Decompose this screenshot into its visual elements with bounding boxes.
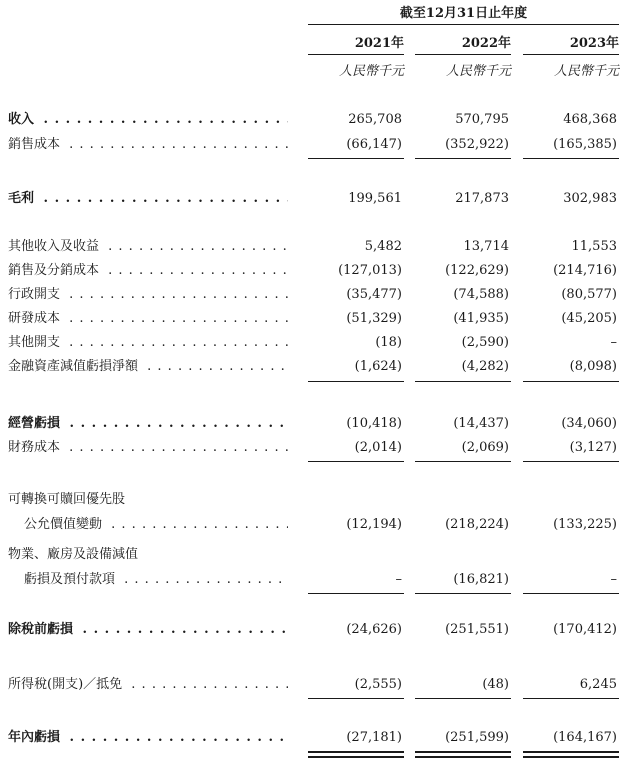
row-operating-loss	[0, 413, 625, 435]
value-2023: (133,225)	[553, 517, 617, 532]
value-2021: (27,181)	[346, 730, 402, 745]
value-2023: (3,127)	[569, 440, 617, 455]
row-gross-profit	[0, 188, 625, 210]
value-2022: (122,629)	[445, 263, 509, 278]
subtotal-rule	[523, 593, 619, 594]
value-2023: (214,716)	[553, 263, 617, 278]
value-2022: (2,590)	[461, 335, 509, 350]
total-double-rule	[308, 751, 404, 753]
currency-label-2022: 人民幣千元	[445, 64, 511, 79]
value-2022: (16,821)	[453, 572, 509, 587]
value-2021: (12,194)	[346, 517, 402, 532]
value-2021: 199,561	[348, 191, 402, 206]
subtotal-rule	[308, 461, 404, 462]
value-2022: (4,282)	[461, 359, 509, 374]
period-header: 截至12月31日止年度	[308, 4, 619, 25]
value-2021: (1,624)	[354, 359, 402, 374]
row-rd-costs	[0, 308, 625, 330]
total-double-rule	[523, 756, 619, 758]
value-2021: (35,477)	[346, 287, 402, 302]
year-header-2022: 2022年	[415, 34, 511, 55]
value-2021: (51,329)	[346, 311, 402, 326]
row-label: 所得稅(開支)／抵免 . . .	[8, 674, 288, 696]
value-2023: (164,167)	[553, 730, 617, 745]
value-2021: 265,708	[348, 112, 402, 127]
currency-label-2023: 人民幣千元	[553, 64, 619, 79]
row-finance-costs	[0, 437, 625, 459]
row-label: 行政開支 . . .	[8, 284, 288, 306]
row-loss-for-year	[0, 727, 625, 749]
subtotal-rule	[308, 381, 404, 382]
value-2022: (251,551)	[445, 622, 509, 637]
row-label: 虧損及預付款項 . . .	[24, 569, 288, 591]
value-2021: (24,626)	[346, 622, 402, 637]
row-admin-expenses	[0, 284, 625, 306]
row-ppe-label	[0, 544, 625, 566]
row-label: 其他開支 . . .	[8, 332, 288, 354]
row-label: 收入 . . .	[8, 109, 288, 131]
value-2021: (2,555)	[354, 677, 402, 692]
row-other-income	[0, 236, 625, 258]
subtotal-rule	[523, 461, 619, 462]
row-label: 銷售成本 . . .	[8, 134, 288, 156]
year-header-2023: 2023年	[523, 34, 619, 55]
value-2023: 11,553	[571, 239, 617, 254]
total-double-rule	[415, 751, 511, 753]
subtotal-rule	[415, 381, 511, 382]
currency-label-2021: 人民幣千元	[338, 64, 404, 79]
row-revenue	[0, 109, 625, 131]
row-other-expenses	[0, 332, 625, 354]
value-2022: (48)	[482, 677, 509, 692]
row-impairment-financial	[0, 356, 625, 378]
value-2023: (45,205)	[561, 311, 617, 326]
value-2023: (165,385)	[553, 137, 617, 152]
value-2023: –	[610, 572, 617, 587]
value-2023: 468,368	[563, 112, 617, 127]
row-label: 財務成本 . . .	[8, 437, 288, 459]
value-2021: (2,014)	[354, 440, 402, 455]
value-2022: (352,922)	[445, 137, 509, 152]
row-selling-costs	[0, 260, 625, 282]
row-ppe-impairment	[0, 569, 625, 591]
row-cost-of-sales	[0, 134, 625, 156]
row-label: 公允價值變動 . . .	[24, 514, 288, 536]
value-2022: (41,935)	[453, 311, 509, 326]
value-2023: 6,245	[579, 677, 617, 692]
subtotal-rule	[523, 698, 619, 699]
row-label: 可轉換可贖回優先股	[8, 489, 288, 511]
row-label: 毛利 . . .	[8, 188, 288, 210]
subtotal-rule	[415, 158, 511, 159]
row-label: 其他收入及收益 . . .	[8, 236, 288, 258]
row-label: 物業、廠房及設備減值	[8, 544, 288, 566]
subtotal-rule	[308, 698, 404, 699]
row-label: 年內虧損 . . .	[8, 727, 288, 749]
subtotal-rule	[415, 593, 511, 594]
value-2023: –	[610, 335, 617, 350]
value-2023: (170,412)	[553, 622, 617, 637]
value-2022: (14,437)	[453, 416, 509, 431]
total-double-rule	[523, 751, 619, 753]
subtotal-rule	[415, 461, 511, 462]
row-loss-before-tax	[0, 619, 625, 641]
value-2023: (34,060)	[561, 416, 617, 431]
row-convertible-fv	[0, 514, 625, 536]
value-2021: (127,013)	[338, 263, 402, 278]
value-2022: 13,714	[463, 239, 509, 254]
row-convertible-label	[0, 489, 625, 511]
row-label: 除稅前虧損 . . .	[8, 619, 288, 641]
subtotal-rule	[523, 158, 619, 159]
value-2023: (8,098)	[569, 359, 617, 374]
row-label: 經營虧損 . . .	[8, 413, 288, 435]
value-2021: 5,482	[364, 239, 402, 254]
value-2021: (66,147)	[346, 137, 402, 152]
total-double-rule	[415, 756, 511, 758]
value-2022: 217,873	[455, 191, 509, 206]
subtotal-rule	[523, 381, 619, 382]
subtotal-rule	[308, 593, 404, 594]
total-double-rule	[308, 756, 404, 758]
value-2021: (18)	[375, 335, 402, 350]
subtotal-rule	[308, 158, 404, 159]
row-label: 金融資產減值虧損淨額 . . .	[8, 356, 288, 378]
value-2021: –	[395, 572, 402, 587]
value-2022: 570,795	[455, 112, 509, 127]
row-income-tax	[0, 674, 625, 696]
value-2022: (2,069)	[461, 440, 509, 455]
value-2021: (10,418)	[346, 416, 402, 431]
row-label: 研發成本 . . .	[8, 308, 288, 330]
value-2022: (218,224)	[445, 517, 509, 532]
row-label: 銷售及分銷成本 . . .	[8, 260, 288, 282]
year-header-2021: 2021年	[308, 34, 404, 55]
subtotal-rule	[415, 698, 511, 699]
value-2022: (74,588)	[453, 287, 509, 302]
value-2022: (251,599)	[445, 730, 509, 745]
value-2023: (80,577)	[561, 287, 617, 302]
value-2023: 302,983	[563, 191, 617, 206]
